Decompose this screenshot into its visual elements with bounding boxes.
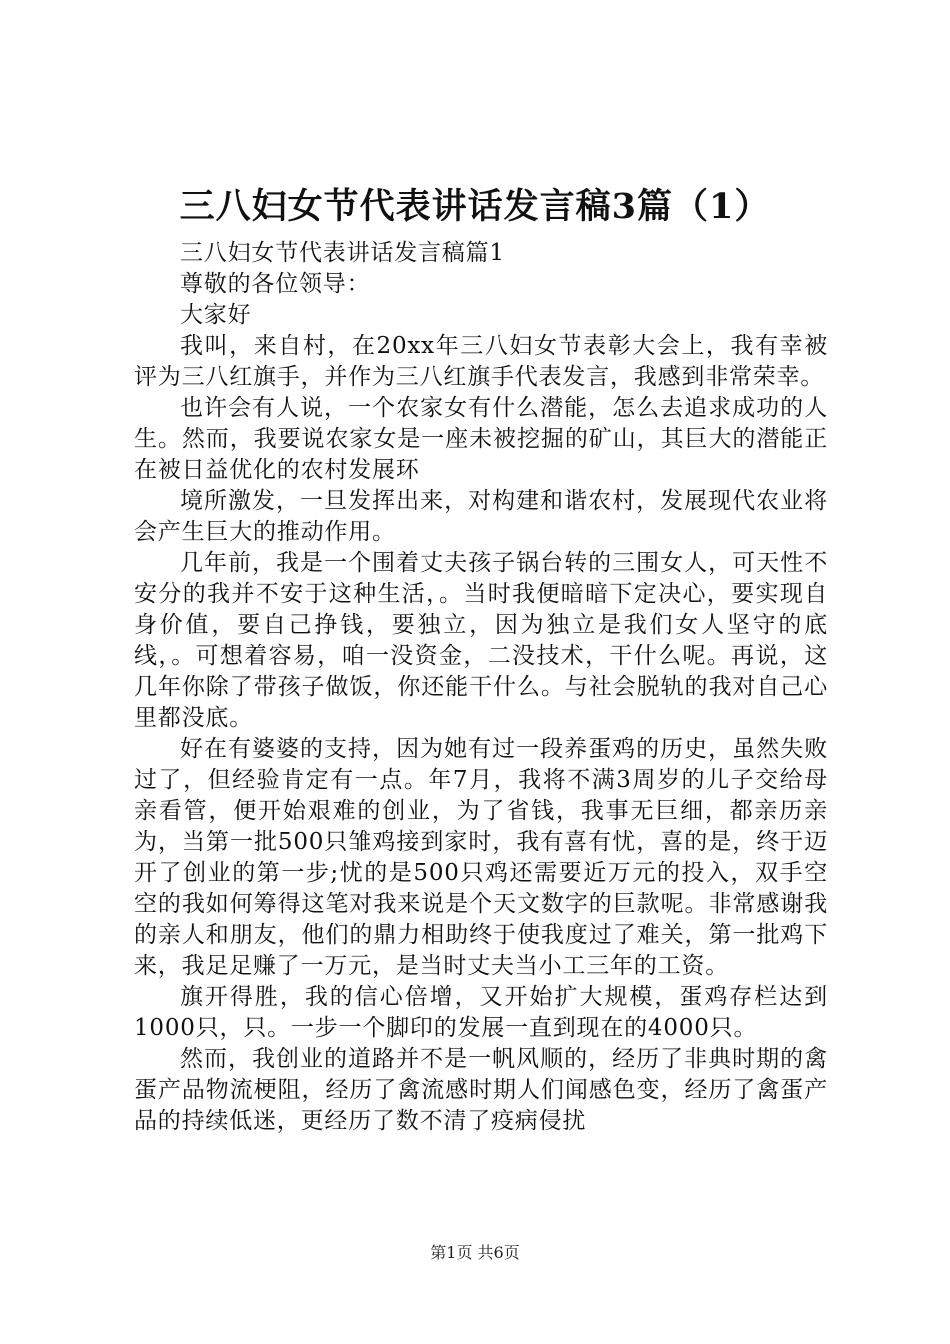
paragraph-greeting: 大家好 <box>180 302 252 328</box>
paragraph: 境所激发，一旦发挥出来，对构建和谐农村，发展现代农业将会产生巨大的推动作用。 <box>134 488 828 545</box>
page-footer: 第1页 共6页 <box>430 1243 520 1262</box>
paragraph: 几年前，我是一个围着丈夫孩子锅台转的三围女人，可天性不安分的我并不安于这种生活，。当时我便暗暗下定决心，要实现自身价值，要自己挣钱，要独立，因为独立是我们女人坚守的底线，。可想着容易，咱一没资金，二没技术，干什么呢。再说，这几年你除了带孩子做饭，你还能干什么。与社会脱轨的我对自己心里都没底。 <box>134 550 828 731</box>
paragraph: 我叫，来自村，在20xx年三八妇女节表彰大会上，我有幸被评为三八红旗手，并作为三八红旗手代表发言，我感到非常荣幸。 <box>134 333 828 390</box>
document-body <box>134 238 828 1137</box>
paragraph: 然而，我创业的道路并不是一帆风顺的，经历了非典时期的禽蛋产品物流梗阻，经历了禽流感时期人们闻感色变，经历了禽蛋产品的持续低迷，更经历了数不清了疫病侵扰 <box>134 1046 828 1134</box>
paragraph: 好在有婆婆的支持，因为她有过一段养蛋鸡的历史，虽然失败过了，但经验肯定有一点。年7月，我将不满3周岁的儿子交给母亲看管，便开始艰难的创业，为了省钱，我事无巨细，都亲历亲为，当第一批500只雏鸡接到家时，我有喜有忧，喜的是，终于迈开了创业的第一步;忧的是500只鸡还需要近万元的投入，双手空空的我如何筹得这笔对我来说是个天文数字的巨款呢。非常感谢我的亲人和朋友，他们的鼎力相助终于使我度过了难关，第一批鸡下来，我足足赚了一万元，是当时丈夫当小工三年的工资。 <box>134 736 828 979</box>
paragraph-salutation: 尊敬的各位领导： <box>180 271 371 297</box>
paragraph-heading: 三八妇女节代表讲话发言稿篇1 <box>180 240 505 266</box>
document-title: 三八妇女节代表讲话发言稿3篇（1） <box>179 186 771 227</box>
paragraph: 旗开得胜，我的信心倍增，又开始扩大规模，蛋鸡存栏达到1000只，只。一步一个脚印的发展一直到现在的4000只。 <box>134 984 828 1041</box>
paragraph: 也许会有人说，一个农家女有什么潜能，怎么去追求成功的人生。然而，我要说农家女是一座未被挖掘的矿山，其巨大的潜能正在被日益优化的农村发展环 <box>134 395 828 483</box>
